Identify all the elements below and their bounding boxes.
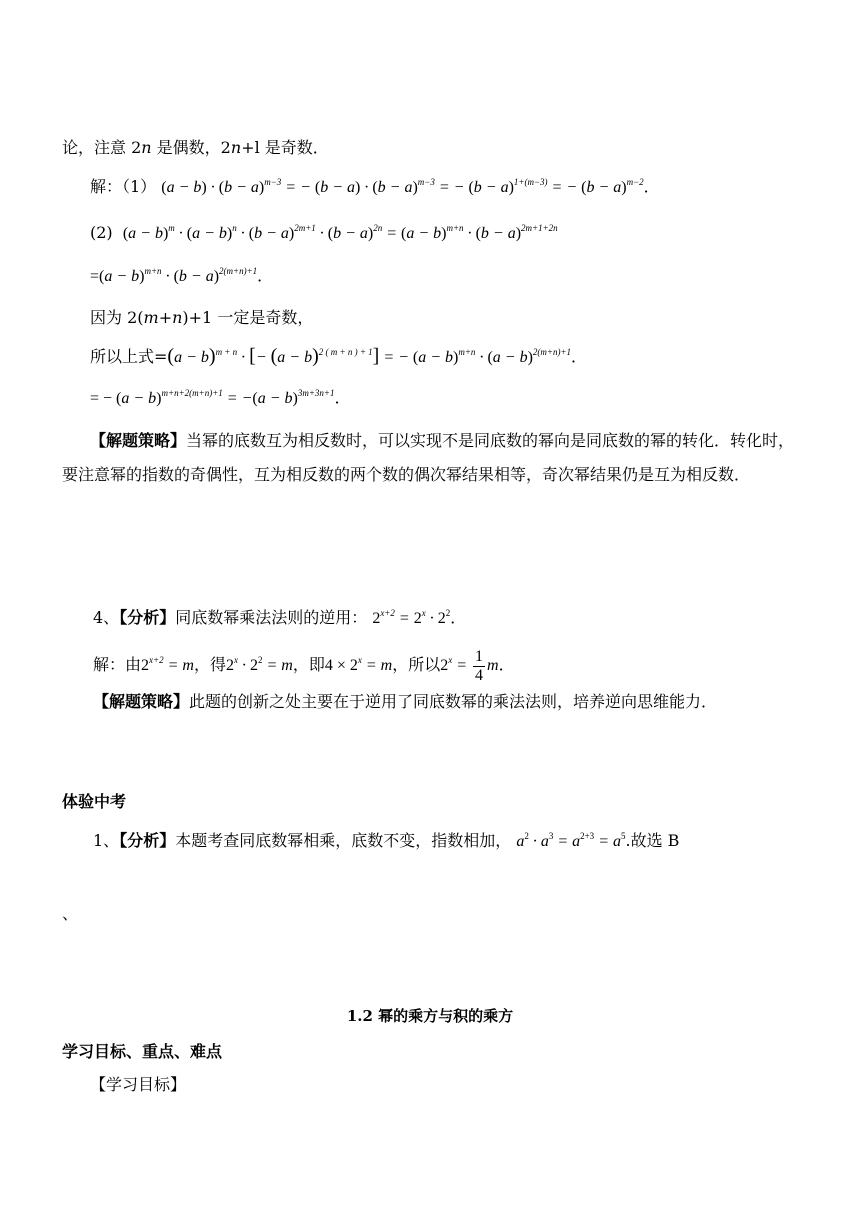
q4-number: 4、 (93, 608, 120, 627)
solution-1-formula: $(a - b) \cdot (b - a)^{m-3}$ = − $(b - a) \cdot (b - a)^{m-3}$ = − $(b - a)^{1+(m-3)}$ = − $(b - a)^{m-2}$． (161, 177, 660, 196)
solution-1-label: 解：（1） (90, 177, 157, 196)
so-label: 所以上式= (90, 347, 168, 366)
fraction-one-quarter: $\frac{1}{4}$ (475, 647, 484, 684)
q4-text: 同底数幂乘法法则的逆用： (175, 608, 368, 627)
q4-tag: 【分析】 (119, 608, 176, 627)
goals-heading: 学习目标、重点、难点 (62, 1042, 223, 1061)
strategy-2-tag: 【解题策略】 (93, 692, 190, 711)
strategy-1-text: 当幂的底数互为相反数时，可以实现不是同底数的幂向是同底数的幂的转化．转化时，要注意幂的指数的奇偶性，互为相反数的两个数的偶次幂结果相等，奇次幂结果仍是互为相反数． (62, 431, 795, 484)
final-line: = − $(a - b)^{m+n+2(m+n)+1} = -(a - b)^{3m+3n+1}$． (90, 388, 351, 407)
intro-line: 论，注意 2n 是偶数，2n+l 是奇数． (62, 138, 329, 157)
stray-mark: 、 (62, 904, 79, 923)
solution-2 (90, 222, 558, 245)
strategy-2-line (93, 691, 717, 713)
so-line: 所以上式$=(a - b)^{m + n}$ · [− $(a - b)^{2 ( m + n ) + 1}$] = − $(a - b)^{m+n} \cdot (a - b)^{2(m+n)+1}$． (90, 345, 588, 367)
exam-1-text: 本题考查同底数幂相乘，底数不变，指数相加， (175, 831, 512, 850)
solution-1 (90, 176, 660, 199)
section-exam-heading: 体验中考 (62, 792, 127, 811)
goals-subheading: 【学习目标】 (90, 1075, 187, 1094)
exam-1: 1、【分析】本题考查同底数幂相乘，底数不变，指数相加， $a^2 \cdot a^3 = a^{2+3} = a^5$.故选 B (93, 831, 680, 850)
q4-solution: 解：由$2^{x+2} = m$，得$2^x \cdot 2^2 = m$，即$4 \times 2^x = m$，所以$2^x$ = $\frac{1}{4}$ m． (93, 647, 515, 684)
solution-2-label: (2) (90, 223, 113, 242)
q4-sol-part-b: ，得 (193, 655, 226, 674)
solution-2-cont: $=(a - b)^{m+n} \cdot (b - a)^{2(m+n)+1}$． (90, 266, 274, 285)
q4-analysis: 4、【分析】同底数幂乘法法则的逆用： $2^{x+2} = 2^x \cdot 2^2$． (93, 608, 467, 627)
strategy-1-paragraph (62, 424, 802, 492)
chapter-title: 1.2 幂的乘方与积的乘方 (346, 1007, 514, 1025)
q4-sol-part-d: ，所以 (392, 655, 441, 674)
strategy-2-text: 此题的创新之处主要在于逆用了同底数幂的乘法法则，培养逆向思维能力． (189, 692, 718, 711)
strategy-1-tag: 【解题策略】 (90, 431, 187, 450)
q4-sol-part-c: ，即 (292, 655, 325, 674)
q4-sol-part-a: 解：由 (93, 655, 142, 674)
because-line: 因为 2(m+n)+1 一定是奇数， (90, 308, 314, 327)
exam-1-tail: .故选 B (625, 831, 680, 850)
solution-2-formula: $(a - b)^m \cdot (a - b)^n \cdot (b - a)^{2m+1} \cdot (b - a)^{2n} = (a - b)^{m+n} \cdot (b - a)^{2m+1+2n}$ (122, 223, 558, 242)
exam-1-tag: 【分析】 (119, 831, 176, 850)
exam-1-number: 1、 (93, 831, 120, 850)
